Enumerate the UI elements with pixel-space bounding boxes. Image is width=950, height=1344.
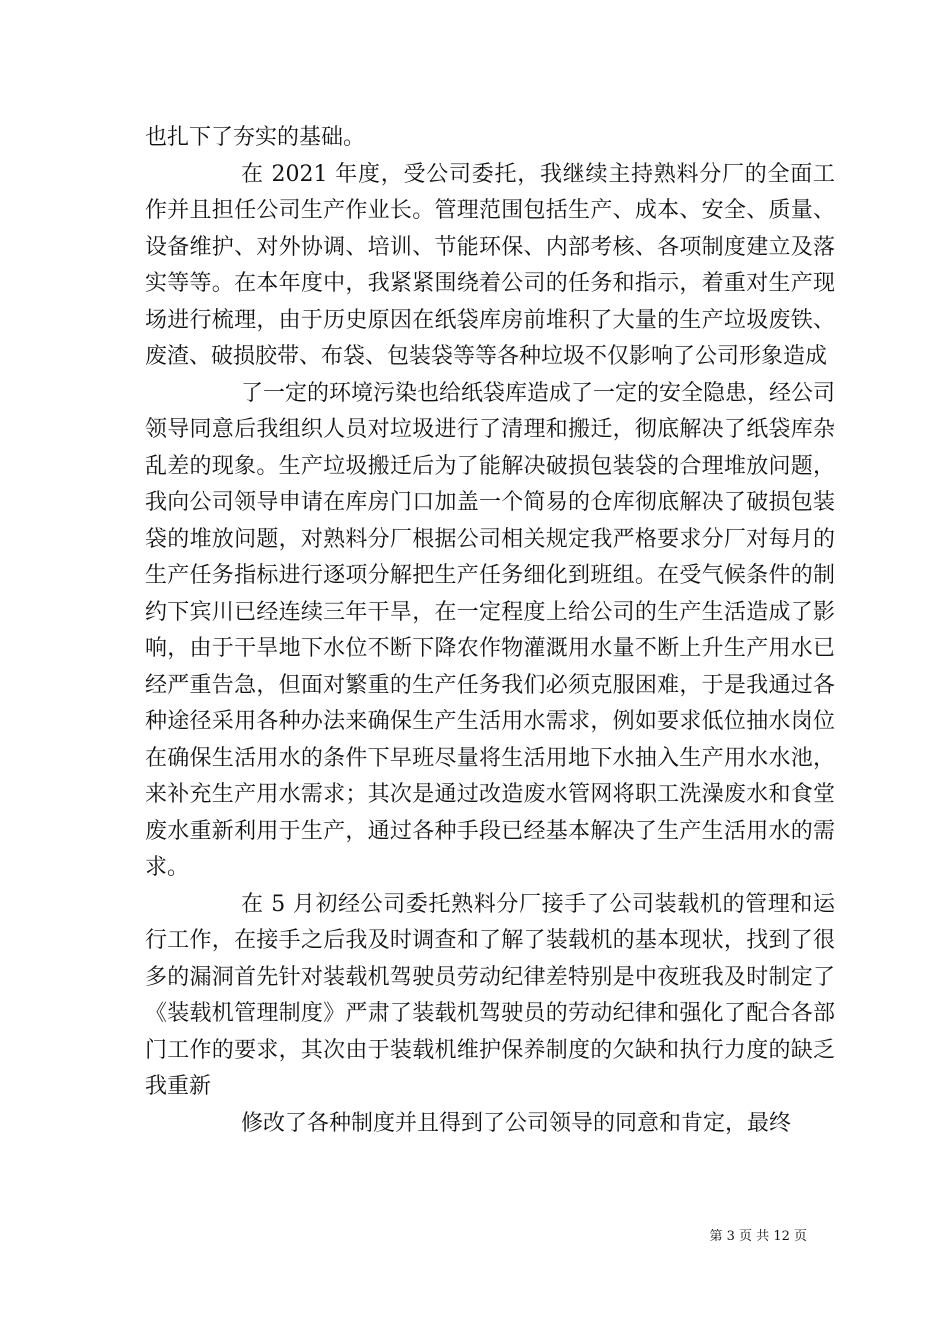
page-number-footer: 第 3 页 共 12 页 [709,1229,807,1244]
paragraph-3: 了一定的环境污染也给纸袋库造成了一定的安全隐患，经公司领导同意后我组织人员对垃圾进行了清理和搬迁，彻底解决了纸袋库杂乱差的现象。生产垃圾搬迁后为了能解决破损包装袋的合理堆放问题，我向公司领导申请在库房门口加盖一个简易的仓库彻底解决了破损包装袋的堆放问题，对熟料分厂根据公司相关规定我严格要求分厂对每月的生产任务指标进行逐项分解把生产任务细化到班组。在受气候条件的制约下宾川已经连续三年干旱，在一定程度上给公司的生产生活造成了影响，由于干旱地下水位不断下降农作物灌溉用水量不断上升生产用水已经严重告急，但面对繁重的生产任务我们必须克服困难，于是我通过各种途径采用各种办法来确保生产生活用水需求，例如要求低位抽水岗位在确保生活用水的条件下早班尽量将生活用地下水抽入生产用水水池，来补充生产用水需求；其次是通过改造废水管网将职工洗澡废水和食堂废水重新利用于生产，通过各种手段已经基本解决了生产生活用水的需求。 [145,380,836,880]
paragraph-1: 也扎下了夯实的基础。 [145,125,366,150]
body-text [145,120,835,1142]
paragraph-5: 修改了各种制度并且得到了公司领导的同意和肯定，最终 [241,1110,792,1136]
paragraph-4: 在 5 月初经公司委托熟料分厂接手了公司装载机的管理和运行工作，在接手之后我及时调查和了解了装载机的基本现状，找到了很多的漏洞首先针对装载机驾驶员劳动纪律差特别是中夜班我及时制定了《装载机管理制度》严肃了装载机驾驶员的劳动纪律和强化了配合各部门工作的要求，其次由于装载机维护保养制度的欠缺和执行力度的缺乏我重新 [145,891,835,1099]
paragraph-2: 在 2021 年度，受公司委托，我继续主持熟料分厂的全面工作并且担任公司生产作业长。管理范围包括生产、成本、安全、质量、设备维护、对外协调、培训、节能环保、内部考核、各项制度建立及落实等等。在本年度中，我紧紧围绕着公司的任务和指示，着重对生产现场进行梳理，由于历史原因在纸袋库房前堆积了大量的生产垃圾废铁、废渣、破损胶带、布袋、包装袋等等各种垃圾不仅影响了公司形象造成 [145,161,835,369]
